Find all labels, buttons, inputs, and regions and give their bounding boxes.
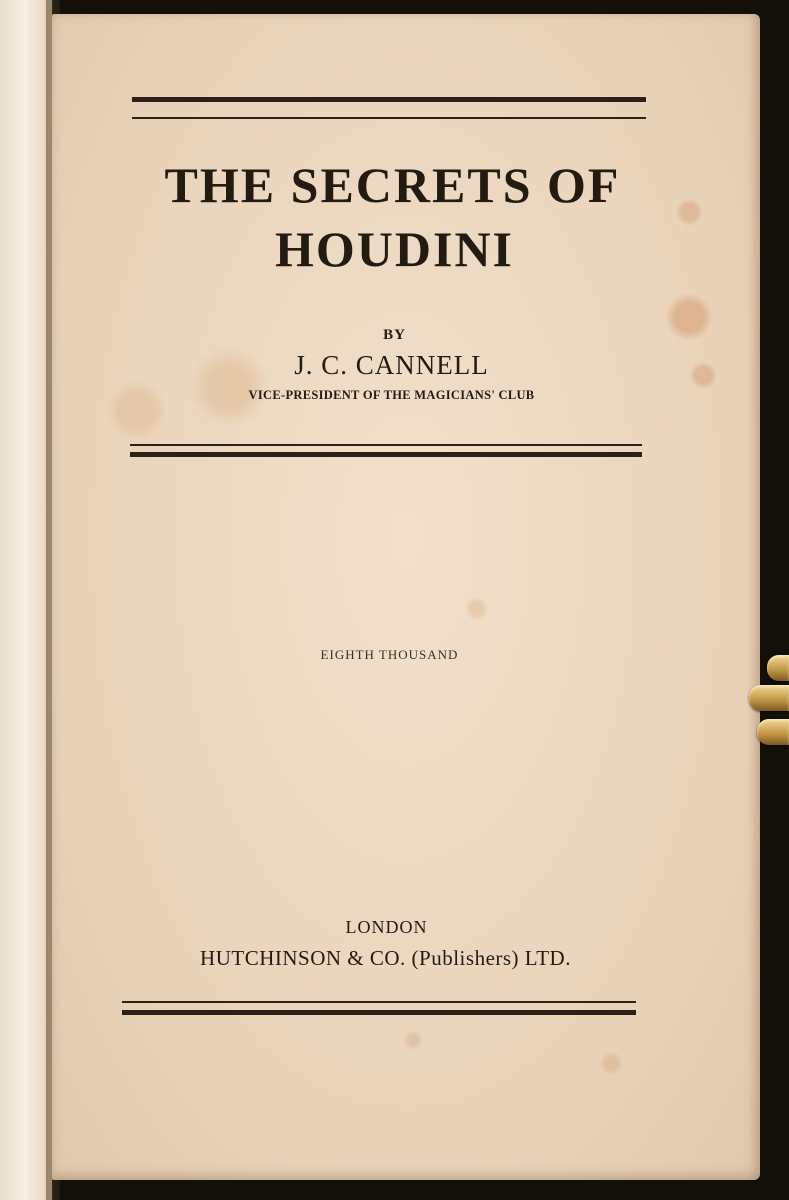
bottom-rule-thick <box>122 1010 636 1015</box>
author-name: J. C. CANNELL <box>294 350 489 380</box>
middle-rule-thick <box>130 452 642 457</box>
top-rule-thin <box>132 117 646 119</box>
place-of-publication: LONDON <box>345 917 428 937</box>
top-rule-thick <box>132 97 646 102</box>
impression-note: EIGHTH THOUSAND <box>320 647 459 662</box>
bottom-rule-thin <box>122 1001 636 1003</box>
by-label: BY <box>383 327 406 343</box>
author-title: VICE-PRESIDENT OF THE MAGICIANS' CLUB <box>248 388 535 402</box>
title-line-1: THE SECRETS OF <box>164 157 621 213</box>
middle-rule-thin <box>130 444 642 446</box>
brass-clasp <box>745 655 789 747</box>
title-line-2: HOUDINI <box>274 221 515 277</box>
publisher-name: HUTCHINSON & CO. (Publishers) LTD. <box>200 946 571 970</box>
